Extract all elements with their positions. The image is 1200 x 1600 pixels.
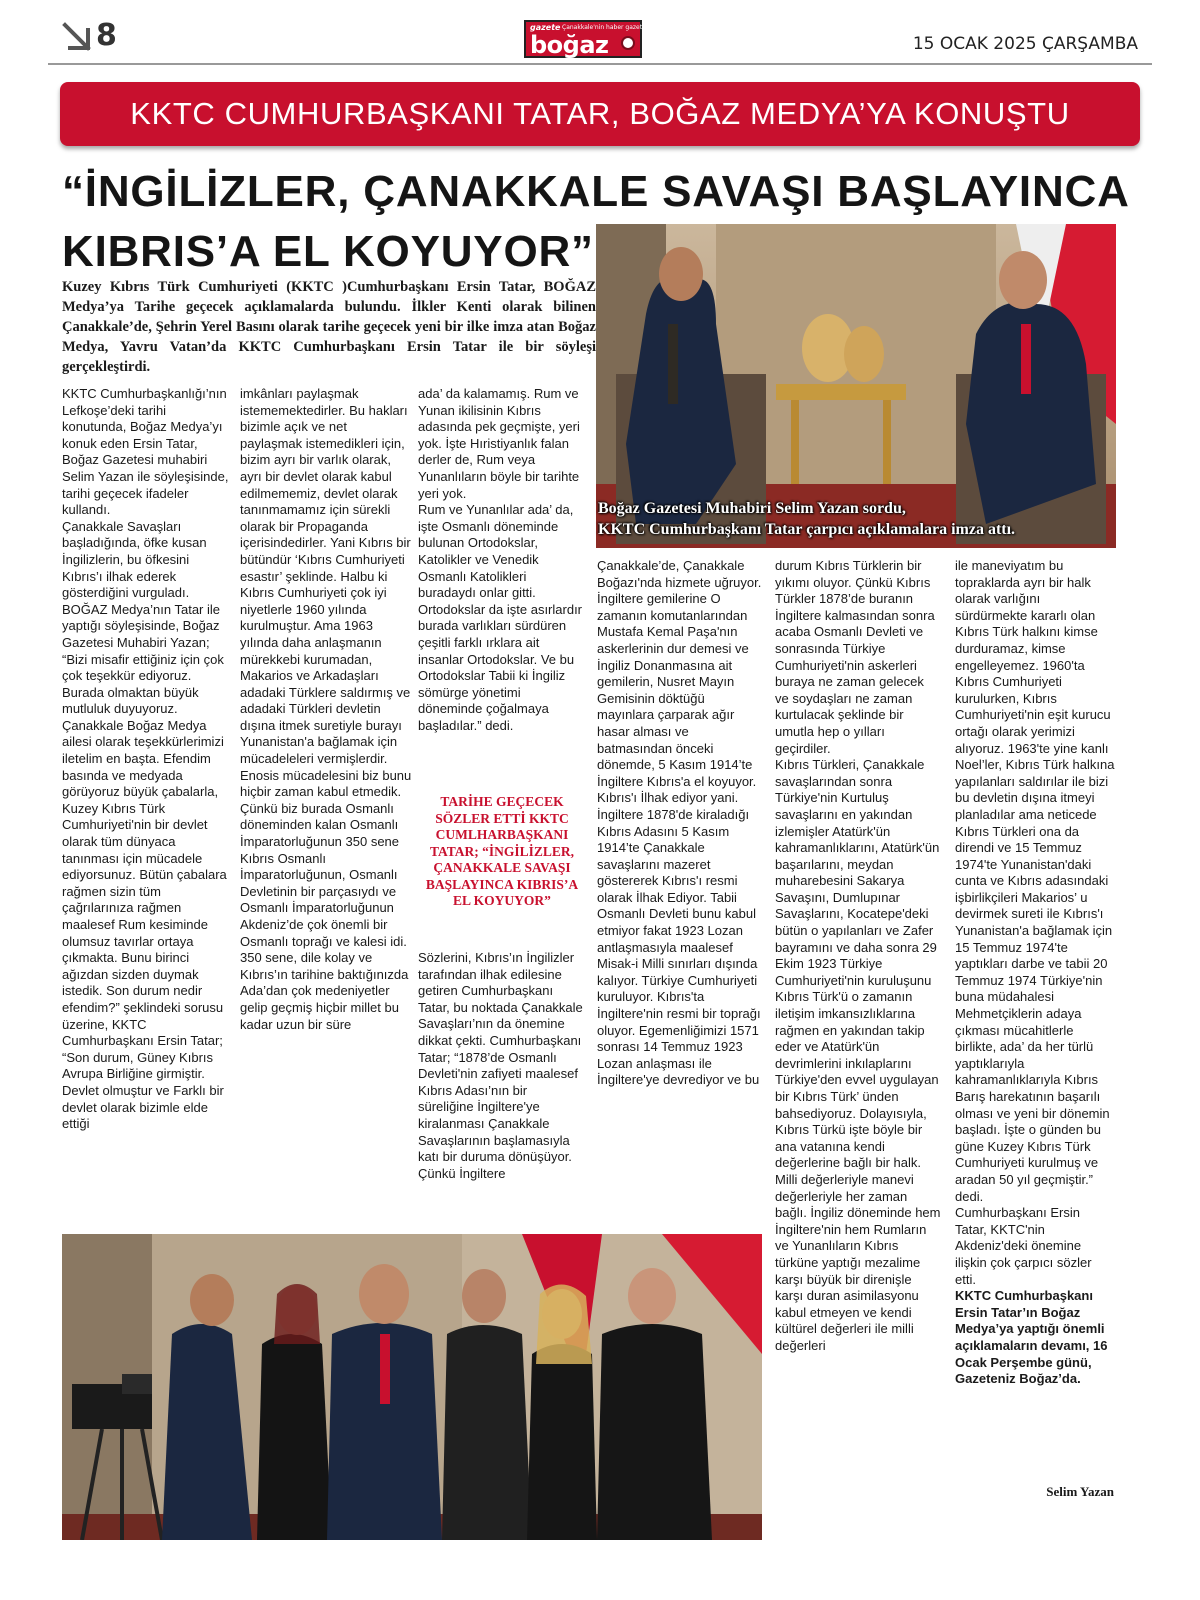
page-number: 8 — [96, 18, 117, 53]
issue-date: 15 OCAK 2025 ÇARŞAMBA — [912, 34, 1138, 54]
text-column-2 — [240, 386, 412, 1248]
paragraph: Rum ve Yunanlılar ada’ da, işte Osmanlı döneminde bulunan Ortodokslar, Katolikler ve Venedik Osmanlı Katolikleri buradaydı onlar gitti. — [418, 502, 574, 601]
text-column-6 — [955, 558, 1115, 1504]
masthead-small-text: gazete — [530, 23, 561, 32]
paragraph: ile maneviyatım bu topraklarda ayrı bir halk olarak varlığını sürdürmekte kararlı olan Kıbrıs Türk halkını kimse durduramaz, kimse engelleyemez. 1960'ta Kıbrıs Cumhuriyeti kurulurken, Kıbrıs Cumhuriyeti'nin eşit kurucu ortağı olarak yerimizi alıyoruz. 1963'te yine kanlı Noel’ler, Kıbrıs Türk halkına yapılanları saldırılar ile bizi bu devletin dışına itmeyi planladılar ama neticede Kıbrıs Türkleri ona da direndi ve 15 Temmuz 1974'te Yunanistan'daki cunta ve Kıbrıs adasındaki işbirlikçileri Makarios’ u devirmek sureti ile Kıbrıs'ı Yunanistan'a bağlamak için 15 Temmuz 1974'te yaptıkları darbe ve tabii 20 Temmuz 1974 Türkiye'nin buna müdahalesi Mehmetçiklerin adaya çıkması mücahitlerle birlikte, ada’ da her türlü yaptıklarıyla kahramanlıklarıyla Kıbrıs Barış harekatının başarılı olması ve yeni bir dönemin başladı. İşte o günden bu güne Kuzey Kıbrıs Türk Cumhuriyeti kurulmuş ve aradan 50 yıl geçmiştir.” dedi. — [955, 558, 1115, 1204]
paragraph: BOĞAZ Medya’nın Tatar ile yaptığı söyleşisinde, Boğaz Gazetesi Muhabiri Yazan; “Bizi misafir ettiğiniz için çok çok teşekkür ediyoruz. Burada olmaktan büyük mutluluk duyuyoruz. Çanakkale Boğaz Medya ailesi olarak teşekkürlerimizi iletelim en başta. Efendim basında ve medyada görüyoruz büyük çabalarla, Kuzey Kıbrıs Türk Cumhuriyeti'nin bir devlet olarak tüm dünyaca tanınması için mücadele ediyorsunuz. Bütün çabalara rağmen sizin tüm çağrılarınıza rağmen maalesef Rum kesiminde olumsuz tavırlar ortaya çıkmakta. Bunu birinci ağızdan sizden duymak istedik. Son durum nedir efendim?” şeklindeki sorusu üzerine, KKTC Cumhurbaşkanı Ersin Tatar; “Son durum, Güney Kıbrıs Avrupa Birliğine girmiştir. Devlet olmuştur ve Farklı bir devlet olarak bizimle elde ettiği — [62, 601, 227, 1132]
page-arrow-icon — [62, 22, 94, 54]
text-column-3-bottom — [418, 950, 586, 1248]
paragraph: ada’ da kalamamış. Rum ve Yunan ikilisinin Kıbrıs adasında pek geçmişte, yeri yok. İşte Hıristiyanlık falan derler de, Rum veya Yunanlıların böyle bir tarihte yeri yok. — [418, 386, 580, 501]
photo-caption-line-1: Boğaz Gazetesi Muhabiri Selim Yazan sordu, — [598, 500, 906, 517]
paragraph: Ortodokslar da işte asırlardır burada varlıkları sürdüren çeşitli farklı ırklara ait insanlar Ortodokslar. Ve bu Ortodokslar Tabii ki İngiliz sömürge yönetimi döneminde çoğalmaya başladılar.” dedi. — [418, 601, 583, 733]
group-photo — [62, 1234, 762, 1540]
pull-quote: TARİHE GEÇECEK SÖZLER ETTİ KKTC CUMLHARBAŞKANI TATAR; “İNGİLİZLER, ÇANAKKALE SAVAŞI BAŞLAYINCA KIBRIS’A EL KOYUYOR” — [425, 794, 579, 908]
masthead-title: boğaz — [530, 31, 609, 59]
paragraph: Çanakkale’de, Çanakkale Boğazı'nda hizmete uğruyor. İngiltere gemilerine O zamanın komutanlarından Mustafa Kemal Paşa'nın askerlerinin dur demesi ve İngiliz Donanmasına ait gemilerin, Nusret Mayın Gemisinin döktüğü mayınlara çarparak ağır hasar alması ve batmasından önceki dönemde, 5 Kasım 1914’te İngiltere Kıbrıs'a el koyuyor. Kıbrıs'ı İlhak ediyor yani. İngiltere 1878'de kiraladığı Kıbrıs Adasını 5 Kasım 1914’te Çanakkale savaşlarını mazeret göstererek Kıbrıs'ı resmi olarak İlhak Ediyor. Tabii Osmanlı Devleti bunu kabul etmiyor fakat 1923 Lozan antlaşmasıyla maalesef Misak-i Milli sınırları dışında kalıyor. Türkiye Cumhuriyeti kuruluyor. Kıbrıs'ta İngiltere'nin resmi bir toprağı oluyor. Egemenliğimizi 1571 sonrası 14 Temmuz 1923 Lozan anlaşması ile İngiltere'ye devrediyor ve bu — [597, 558, 762, 1088]
paragraph: Cumhurbaşkanı Ersin Tatar, KKTC'nin Akdeniz'deki önemine ilişkin çok çarpıcı sözler etti. — [955, 1205, 1092, 1287]
text-column-5 — [775, 558, 941, 1504]
header-divider — [48, 63, 1152, 65]
text-column-3-top — [418, 386, 586, 782]
text-column-4 — [597, 558, 763, 1230]
paragraph: 350 sene, dile kolay ve Kıbrıs’ın tarihine baktığınızda Ada’dan çok medeniyetler gelip geçmiş hiçbir millet bu kadar uzun bir süre — [240, 950, 409, 1032]
headline-line-1: “İNGİLİZLER, ÇANAKKALE SAVAŞI BAŞLAYINCA — [62, 167, 1130, 216]
article-lead: Kuzey Kıbrıs Türk Cumhuriyeti (KKTC )Cumhurbaşkanı Ersin Tatar, BOĞAZ Medya’ya Tarihe geçecek açıklamalarda bulundu. İlkler Kenti olarak bilinen Çanakkale’de, Şehrin Yerel Basını olarak tarihe geçecek yeni bir ilke imza atan Boğaz Medya, Yavru Vatan’da KKTC Cumhurbaşkanı Ersin Tatar ile bir söyleşi gerçekleştirdi. — [62, 279, 596, 375]
author-signature: Selim Yazan — [1046, 1484, 1114, 1499]
closing-note: KKTC Cumhurbaşkanı Ersin Tatar’ın Boğaz Medya’ya yaptığı önemli açıklamaların devamı, 16 Ocak Perşembe günü, Gazeteniz Boğaz’da. — [955, 1288, 1108, 1387]
paragraph: Enosis mücadelesini biz bunu hiçbir zaman kabul etmedik. Çünkü biz burada Osmanlı döneminden kalan Osmanlı İmparatorluğunun 350 sene Kıbrıs Osmanlı İmparatorluğunun, Osmanlı Devletinin bir parçasıydı ve Osmanlı İmparatorluğunun Akdeniz’de çok önemli bir Osmanlı toprağı ve kalesi idi. — [240, 767, 412, 949]
paragraph: imkânları paylaşmak istememektedirler. Bu hakları bizimle açık ve net paylaşmak istemedikleri için, bizim ayrı bir varlık olarak, ayrı bir devlet olarak kabul edilmememiz, devlet olarak tanınmamamız için sürekli olarak bir Propaganda içerisindedirler. Yani Kıbrıs bir bütündür ‘Kıbrıs Cumhuriyeti esastır’ şeklinde. Halbu ki Kıbrıs Cumhuriyeti çok iyi niyetlerle 1960 yılında kurulmuştur. Ama 1963 yılında daha anlaşmanın mürekkebi kurumadan, Makarios ve Arkadaşları adadaki Türklere saldırmış ve adadaki Türkleri devletin dışına itmek suretiyle burayı Yunanistan'a bağlamak için mücadeleleri vermişlerdir. — [240, 386, 411, 767]
headline-line-2: KIBRIS’A EL KOYUYOR” — [62, 227, 594, 276]
paragraph: Kıbrıs Türkleri, Çanakkale savaşlarından sonra Türkiye'nin Kurtuluş savaşlarını en yakından izlemişler Atatürk'ün kahramanlıklarını, Atatürk'ün başarılarını, meydan muharebesini Sakarya Savaşını, Dumlupınar Savaşlarını, Kocatepe'deki bütün o yapılanları ve Zafer bayramını ve daha sonra 29 Ekim 1923 Türkiye Cumhuriyeti'nin kuruluşunu Kıbrıs Türk'ü o zamanın iletişim imkansızlıklarına rağmen en yakından takip eder ve Atatürk'ün devrimlerini inkılaplarını Türkiye'den evvel uygulayan bir Kıbrıs Türk’ ünden bahsediyoruz. Dolayısıyla, Kıbrıs Türkü işte böyle bir ana vatanına kendi değerlerine bağlı bir halk. Milli değerleriyle manevi değerleriyle her zaman bağlı. İngiliz döneminde hem İngiltere'nin hem Rumların ve Yunanlıların Kıbrıs türküne yaptığı mezalime karşı büyük bir direnişle karşı duran asimilasyonu kabul etmeyen ve kendi kültürel değerleri ile milli değerleri — [775, 757, 941, 1353]
masthead-tagline: Çanakkale'nin haber gazetesi — [562, 24, 651, 31]
photo-caption — [598, 498, 1015, 540]
page-header — [0, 0, 1200, 66]
paragraph: Çanakkale Savaşları başladığında, öfke kusan İngilizlerin, bu öfkesini Kıbrıs’ı ilhak ederek gösterdiğini vurguladı. — [62, 518, 207, 601]
paragraph: KKTC Cumhurbaşkanlığı’nın Lefkoşe’deki tarihi konutunda, Boğaz Medya’yı konuk eden Ersin Tatar, Boğaz Gazetesi muhabiri Selim Yazan ile söyleşisinde, tarihi geçecek ifadeler kullandı. — [62, 386, 229, 518]
paragraph: Sözlerini, Kıbrıs’ın İngilizler tarafından ilhak edilesine getiren Cumhurbaşkanı Tatar, bu noktada Çanakkale Savaşları’nın da önemine dikkat çekti. Cumhurbaşkanı Tatar; “1878’de Osmanlı Devleti'nin zafiyeti maalesef Kıbrıs Adası’nın bir süreliğine İngiltere'ye kiralanması Çanakkale Savaşlarının başlamasıyla katı bir duruma dönüşüyor. Çünkü İngiltere — [418, 950, 583, 1181]
article-kicker: KKTC CUMHURBAŞKANI TATAR, BOĞAZ MEDYA’YA KONUŞTU — [60, 82, 1140, 146]
seal-icon — [621, 36, 635, 50]
paragraph: durum Kıbrıs Türklerin bir yıkımı oluyor. Çünkü Kıbrıs Türkler 1878’de buranın İngiltere kalmasından sonra acaba Osmanlı Devleti ve sonrasında Türkiye Cumhuriyeti'nin askerleri buraya ne zaman gelecek ve soydaşları ne zaman kurtulacak şeklinde bir umutla hep o yılları geçirdiler. — [775, 558, 935, 756]
photo-caption-line-2: KKTC Cumhurbaşkanı Tatar çarpıcı açıklamalara imza attı. — [598, 521, 1016, 538]
text-column-1 — [62, 386, 230, 1248]
masthead-logo — [524, 20, 651, 59]
